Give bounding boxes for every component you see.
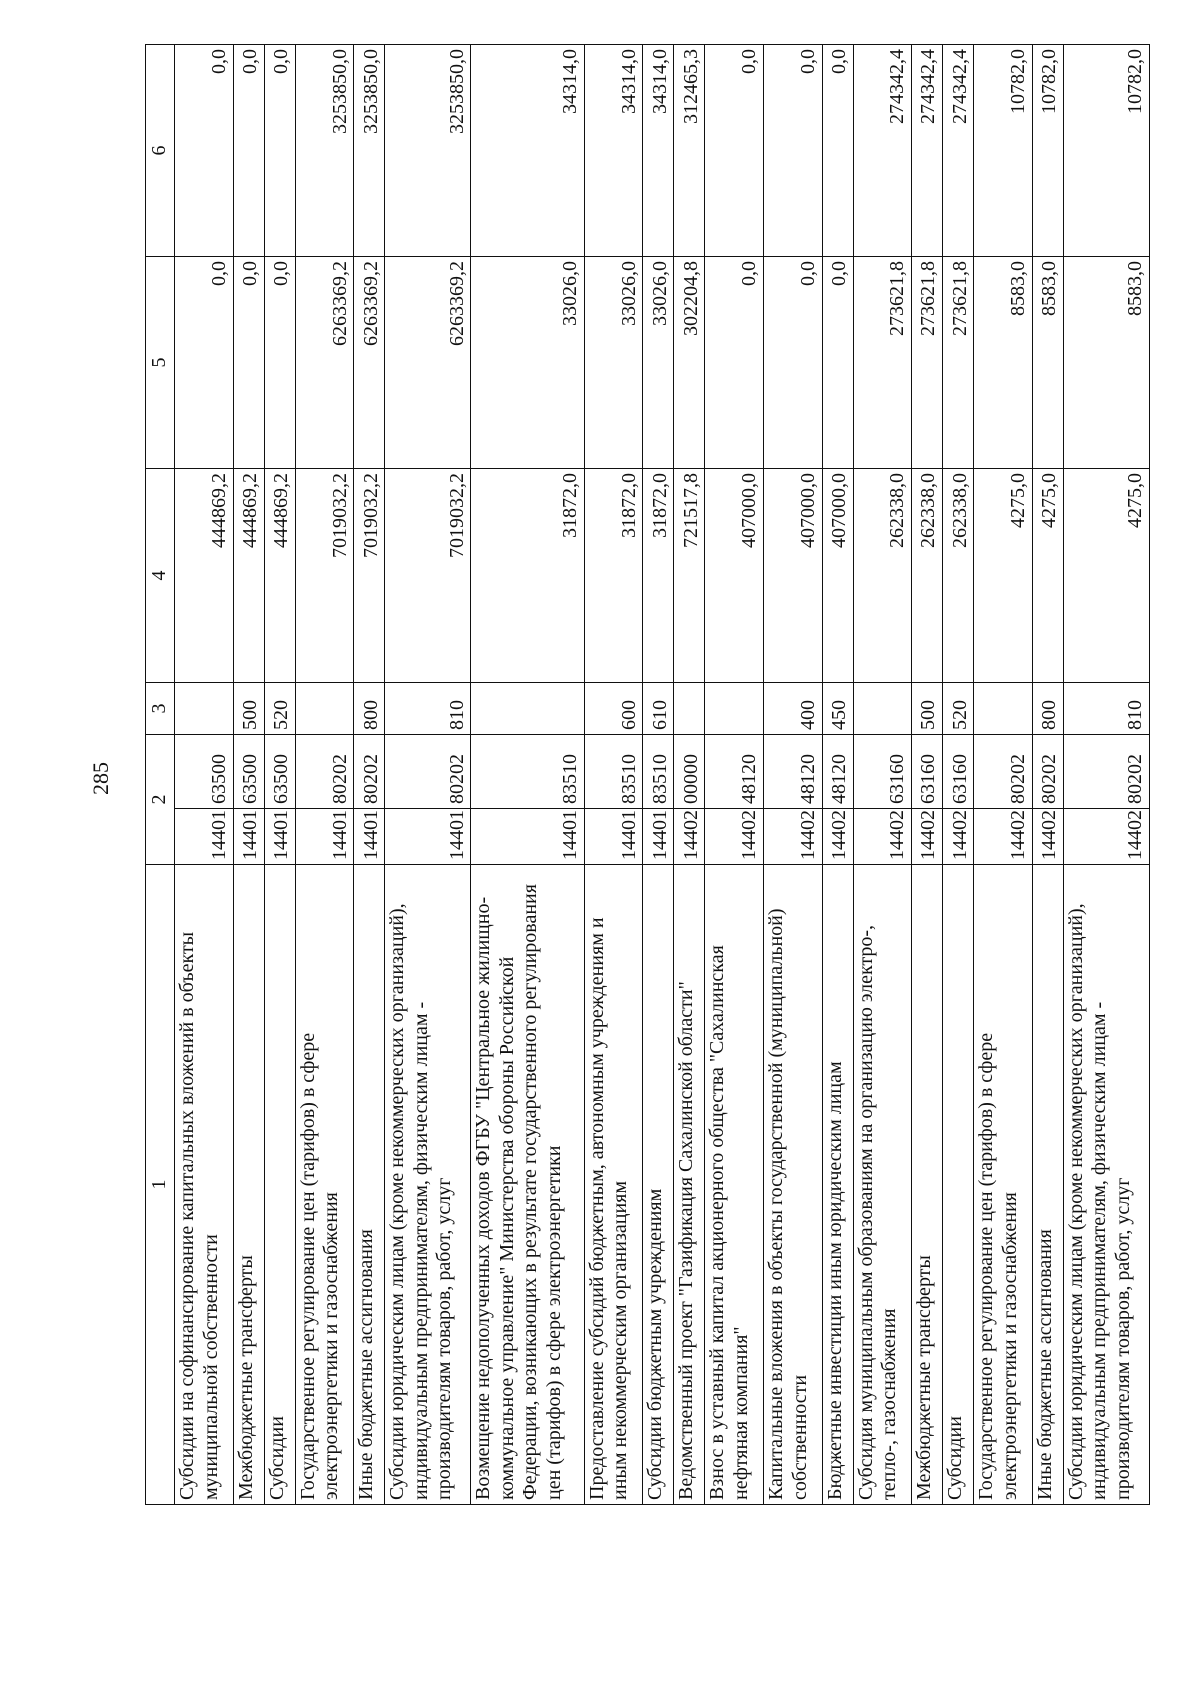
value-col5-cell: 6263369,2 [354,257,385,469]
row-name-cell: Бюджетные инвестиции иным юридическим лицам [822,865,853,1505]
value-col6-cell: 10782,0 [1063,45,1149,257]
target-code-cell: 14401 [385,809,471,865]
value-col4-cell: 4275,0 [1063,469,1149,683]
value-col5-cell: 6263369,2 [295,257,354,469]
table-row [471,45,585,1505]
row-name-cell: Предоставление субсидий бюджетным, автономным учреждениям и иным некоммерческим организациям [584,865,643,1505]
value-col5-cell: 8583,0 [1032,257,1063,469]
value-col6-cell: 34314,0 [584,45,643,257]
direction-code-cell: 80202 [354,735,385,809]
value-col4-cell: 407000,0 [822,469,853,683]
expense-type-cell [853,683,912,735]
expense-type-cell: 500 [912,683,943,735]
table-row [912,45,943,1505]
target-code-cell: 14402 [822,809,853,865]
column-header-3: 3 [146,683,175,735]
target-code-cell: 14401 [643,809,674,865]
value-col6-cell: 0,0 [175,45,234,257]
value-col6-cell: 274342,4 [912,45,943,257]
value-col4-cell: 4275,0 [974,469,1033,683]
value-col5-cell: 33026,0 [643,257,674,469]
column-header-6: 6 [146,45,175,257]
direction-code-cell: 63160 [853,735,912,809]
column-header-5: 5 [146,257,175,469]
target-code-cell: 14402 [763,809,822,865]
value-col4-cell: 7019032,2 [295,469,354,683]
direction-code-cell: 80202 [385,735,471,809]
expense-type-cell: 400 [763,683,822,735]
direction-code-cell: 48120 [822,735,853,809]
table-row [175,45,234,1505]
row-name-cell: Государственное регулирование цен (тарифов) в сфере электроэнергетики и газоснабжения [295,865,354,1505]
direction-code-cell: 83510 [643,735,674,809]
value-col6-cell: 3253850,0 [295,45,354,257]
table-row [584,45,643,1505]
value-col6-cell: 0,0 [264,45,295,257]
value-col4-cell: 407000,0 [705,469,764,683]
column-header-1: 1 [146,865,175,1505]
row-name-cell: Субсидия муниципальным образованиям на организацию электро-, тепло-, газоснабжения [853,865,912,1505]
value-col4-cell: 262338,0 [943,469,974,683]
value-col5-cell: 273621,8 [943,257,974,469]
row-name-cell: Государственное регулирование цен (тарифов) в сфере электроэнергетики и газоснабжения [974,865,1033,1505]
value-col4-cell: 444869,2 [175,469,234,683]
direction-code-cell: 00000 [674,735,705,809]
value-col6-cell: 312465,3 [674,45,705,257]
value-col4-cell: 31872,0 [584,469,643,683]
value-col4-cell: 444869,2 [264,469,295,683]
value-col6-cell: 0,0 [705,45,764,257]
direction-code-cell: 63500 [264,735,295,809]
table-row [643,45,674,1505]
value-col6-cell: 0,0 [233,45,264,257]
value-col6-cell: 34314,0 [471,45,585,257]
direction-code-cell: 63500 [175,735,234,809]
expense-type-cell [705,683,764,735]
rotated-table-container [145,45,1150,1505]
expense-type-cell: 520 [943,683,974,735]
value-col6-cell: 274342,4 [853,45,912,257]
value-col4-cell: 721517,8 [674,469,705,683]
table-body [175,45,1150,1505]
value-col5-cell: 8583,0 [974,257,1033,469]
value-col4-cell: 262338,0 [853,469,912,683]
expense-type-cell [295,683,354,735]
direction-code-cell: 80202 [1032,735,1063,809]
row-name-cell: Капитальные вложения в объекты государственной (муниципальной) собственности [763,865,822,1505]
expense-type-cell: 520 [264,683,295,735]
value-col5-cell: 33026,0 [584,257,643,469]
value-col4-cell: 7019032,2 [354,469,385,683]
direction-code-cell: 80202 [974,735,1033,809]
direction-code-cell: 63160 [912,735,943,809]
value-col4-cell: 7019032,2 [385,469,471,683]
row-name-cell: Возмещение недополученных доходов ФГБУ "Центральное жилищно-коммунальное управление" Министерства обороны Российской Федерации, возникающих в результате государственного регулирования цен (тарифов) в сфере электроэнергетики [471,865,585,1505]
column-header-4: 4 [146,469,175,683]
expense-type-cell [471,683,585,735]
target-code-cell: 14402 [705,809,764,865]
value-col5-cell: 273621,8 [912,257,943,469]
expense-type-cell [674,683,705,735]
target-code-cell: 14401 [233,809,264,865]
row-name-cell: Межбюджетные трансферты [233,865,264,1505]
target-code-cell: 14402 [912,809,943,865]
row-name-cell: Субсидии [264,865,295,1505]
expense-type-cell: 450 [822,683,853,735]
value-col6-cell: 34314,0 [643,45,674,257]
value-col4-cell: 4275,0 [1032,469,1063,683]
row-name-cell: Субсидии [943,865,974,1505]
table-row [1032,45,1063,1505]
table-row [943,45,974,1505]
value-col5-cell: 33026,0 [471,257,585,469]
expense-type-cell: 800 [354,683,385,735]
value-col5-cell: 8583,0 [1063,257,1149,469]
expense-type-cell: 610 [643,683,674,735]
target-code-cell: 14401 [175,809,234,865]
row-name-cell: Межбюджетные трансферты [912,865,943,1505]
table-row [705,45,764,1505]
target-code-cell: 14402 [943,809,974,865]
expense-type-cell: 500 [233,683,264,735]
target-code-cell: 14402 [1032,809,1063,865]
page-number: 285 [88,762,113,795]
target-code-cell: 14402 [1063,809,1149,865]
value-col6-cell: 3253850,0 [385,45,471,257]
value-col5-cell: 0,0 [264,257,295,469]
table-row [354,45,385,1505]
expense-type-cell: 800 [1032,683,1063,735]
table-row [674,45,705,1505]
direction-code-cell: 63160 [943,735,974,809]
target-code-cell: 14401 [471,809,585,865]
value-col4-cell: 31872,0 [643,469,674,683]
table-row [385,45,471,1505]
value-col6-cell: 10782,0 [974,45,1033,257]
row-name-cell: Субсидии юридическим лицам (кроме некоммерческих организаций), индивидуальным предпринимателям, физическим лицам - производителям товаров, работ, услуг [1063,865,1149,1505]
target-code-cell: 14401 [295,809,354,865]
value-col4-cell: 407000,0 [763,469,822,683]
table-row [295,45,354,1505]
direction-code-cell: 48120 [705,735,764,809]
table-row [853,45,912,1505]
row-name-cell: Взнос в уставный капитал акционерного общества "Сахалинская нефтяная компания" [705,865,764,1505]
value-col6-cell: 0,0 [822,45,853,257]
direction-code-cell: 63500 [233,735,264,809]
target-code-cell: 14402 [853,809,912,865]
table-row [233,45,264,1505]
expense-type-cell: 810 [1063,683,1149,735]
direction-code-cell: 83510 [584,735,643,809]
target-code-cell: 14401 [354,809,385,865]
value-col5-cell: 0,0 [763,257,822,469]
value-col6-cell: 0,0 [763,45,822,257]
value-col5-cell: 0,0 [233,257,264,469]
row-name-cell: Субсидии бюджетным учреждениям [643,865,674,1505]
value-col5-cell: 0,0 [822,257,853,469]
value-col4-cell: 262338,0 [912,469,943,683]
value-col5-cell: 302204,8 [674,257,705,469]
target-code-cell: 14401 [264,809,295,865]
budget-table [145,44,1150,1505]
expense-type-cell [175,683,234,735]
value-col4-cell: 31872,0 [471,469,585,683]
target-code-cell: 14402 [674,809,705,865]
value-col6-cell: 274342,4 [943,45,974,257]
direction-code-cell: 80202 [295,735,354,809]
row-name-cell: Ведомственный проект "Газификация Сахалинской области" [674,865,705,1505]
header-row [146,45,175,1505]
table-row [763,45,822,1505]
direction-code-cell: 83510 [471,735,585,809]
expense-type-cell: 600 [584,683,643,735]
table-row [1063,45,1149,1505]
target-code-cell: 14402 [974,809,1033,865]
row-name-cell: Иные бюджетные ассигнования [354,865,385,1505]
value-col5-cell: 0,0 [705,257,764,469]
row-name-cell: Иные бюджетные ассигнования [1032,865,1063,1505]
column-header-2: 2 [146,735,175,865]
expense-type-cell [974,683,1033,735]
value-col5-cell: 6263369,2 [385,257,471,469]
direction-code-cell: 48120 [763,735,822,809]
table-row [264,45,295,1505]
table-row [974,45,1033,1505]
direction-code-cell: 80202 [1063,735,1149,809]
expense-type-cell: 810 [385,683,471,735]
target-code-cell: 14401 [584,809,643,865]
row-name-cell: Субсидии на софинансирование капитальных вложений в объекты муниципальной собственности [175,865,234,1505]
value-col5-cell: 273621,8 [853,257,912,469]
value-col6-cell: 10782,0 [1032,45,1063,257]
row-name-cell: Субсидии юридическим лицам (кроме некоммерческих организаций), индивидуальным предпринимателям, физическим лицам - производителям товаров, работ, услуг [385,865,471,1505]
value-col6-cell: 3253850,0 [354,45,385,257]
value-col5-cell: 0,0 [175,257,234,469]
value-col4-cell: 444869,2 [233,469,264,683]
table-row [822,45,853,1505]
